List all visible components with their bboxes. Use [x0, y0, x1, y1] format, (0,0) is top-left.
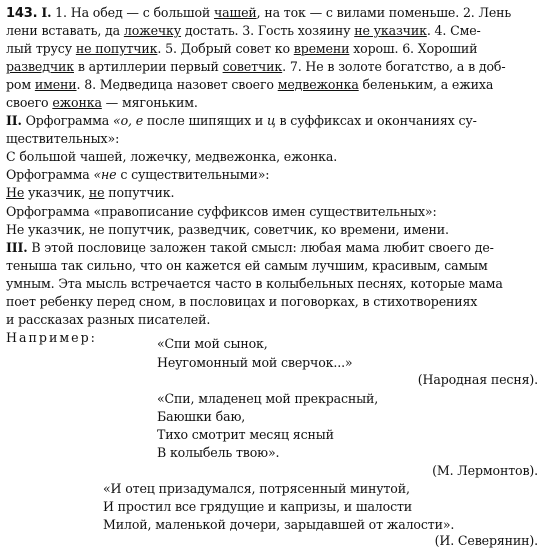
- text-segment: и рассказах разных писателей.: [6, 312, 211, 327]
- text-segment: с существительными»:: [116, 167, 270, 182]
- text-segment: — мягоньким.: [101, 95, 198, 110]
- text-segment: после шипящих и: [143, 113, 268, 128]
- text-segment: беленьким, а ежиха: [358, 77, 494, 92]
- text-line: [6, 166, 269, 184]
- text-segment: ложечку: [123, 23, 182, 38]
- text-segment: Не: [6, 185, 25, 200]
- text-line: [6, 221, 449, 239]
- text-segment: лый трусу: [6, 41, 76, 56]
- text-segment: . 8. Медведица назовет своего: [76, 77, 278, 92]
- text-segment: Не указчик, не попутчик, разведчик, советчик, ко времени, имени.: [6, 222, 449, 237]
- text-segment: в артиллерии первый: [73, 59, 223, 74]
- task-number: 143.: [6, 6, 38, 21]
- text-line: [6, 275, 503, 293]
- text-segment: лени вставать, да: [6, 23, 124, 38]
- text-segment: разведчик: [6, 59, 74, 74]
- text-segment: «о, е: [113, 113, 144, 128]
- text-segment: поет ребенку перед сном, в пословицах и поговорках, в стихотворениях: [6, 294, 478, 309]
- text-segment: не указчик: [354, 23, 427, 38]
- attribution-2: (М. Лермонтов).: [432, 463, 538, 478]
- attribution-3: (И. Северянин).: [434, 533, 538, 548]
- text-segment: указчик,: [24, 185, 89, 200]
- text-line: [6, 22, 481, 40]
- text-segment: . 4. Сме-: [426, 23, 481, 38]
- text-segment: II.: [6, 113, 22, 128]
- text-line: [6, 94, 198, 112]
- text-line: [6, 184, 174, 202]
- text-segment: ежонка: [52, 95, 102, 110]
- quote1-line-2: Неугомонный мой сверчок...»: [157, 355, 353, 370]
- text-segment: Например:: [6, 330, 97, 345]
- text-segment: ц: [267, 113, 276, 128]
- text-segment: теныша так сильно, что он кажется ей самым лучшим, красивым, самым: [6, 258, 488, 273]
- quote3-line-1: «И отец призадумался, потрясенный минутой,: [103, 481, 410, 496]
- attribution-1: (Народная песня).: [417, 372, 538, 387]
- text-line: [6, 40, 477, 58]
- text-line: [6, 58, 505, 76]
- text-segment: своего: [6, 95, 53, 110]
- text-segment: I.: [41, 5, 52, 20]
- text-segment: Орфограмма: [21, 113, 114, 128]
- text-segment: попутчик.: [104, 185, 175, 200]
- text-segment: 1. На обед — с большой: [51, 5, 214, 20]
- text-segment: «не: [93, 167, 117, 182]
- text-line: [6, 257, 488, 275]
- text-line: [6, 293, 477, 311]
- text-segment: С большой чашей, ложечку, медвежонка, ежонка.: [6, 149, 338, 164]
- text-segment: ром: [6, 77, 35, 92]
- quote2-line-1: «Спи, младенец мой прекрасный,: [157, 391, 379, 406]
- text-segment: достать. 3. Гость хозяину: [181, 23, 355, 38]
- quote1-line-1: «Спи мой сынок,: [157, 336, 268, 351]
- text-line: [6, 329, 97, 347]
- text-segment: III.: [6, 240, 28, 255]
- quote2-line-3: Тихо смотрит месяц ясный: [157, 427, 334, 442]
- text-segment: не попутчик: [75, 41, 158, 56]
- text-segment: ществительных»:: [6, 131, 120, 146]
- text-line: [6, 130, 119, 148]
- text-segment: умным. Эта мысль встречается часто в колыбельных песнях, которые мама: [6, 276, 503, 291]
- quote3-line-2: И простил все грядущие и капризы, и шалости: [103, 499, 413, 514]
- text-segment: Орфограмма «правописание суффиксов имен существительных»:: [6, 204, 437, 219]
- text-segment: . 5. Добрый совет ко: [157, 41, 294, 56]
- quote2-line-2: Баюшки баю,: [157, 409, 246, 424]
- quote3-line-3: Милой, маленькой дочери, зарыдавшей от жалости».: [103, 517, 455, 532]
- text-line: [6, 148, 337, 166]
- text-segment: времени: [293, 41, 350, 56]
- text-line: [6, 239, 494, 257]
- text-segment: В этой пословице заложен такой смысл: любая мама любит своего де-: [27, 240, 494, 255]
- text-segment: Орфограмма: [6, 167, 94, 182]
- text-segment: не: [88, 185, 105, 200]
- text-segment: хорош. 6. Хороший: [349, 41, 478, 56]
- text-segment: медвежонка: [277, 77, 359, 92]
- text-line: [6, 112, 477, 130]
- text-segment: советчик: [222, 59, 283, 74]
- text-line: [6, 4, 511, 22]
- text-segment: , на ток — с вилами поменьше. 2. Лень: [256, 5, 512, 20]
- text-line: [6, 311, 210, 329]
- text-segment: в суффиксах и окончаниях су-: [275, 113, 477, 128]
- text-segment: . 7. Не в золоте богатство, а в доб-: [282, 59, 506, 74]
- text-segment: чашей: [213, 5, 257, 20]
- quote2-line-4: В колыбель твою».: [157, 445, 280, 460]
- text-line: [6, 76, 493, 94]
- text-line: [6, 203, 437, 221]
- text-segment: имени: [34, 77, 77, 92]
